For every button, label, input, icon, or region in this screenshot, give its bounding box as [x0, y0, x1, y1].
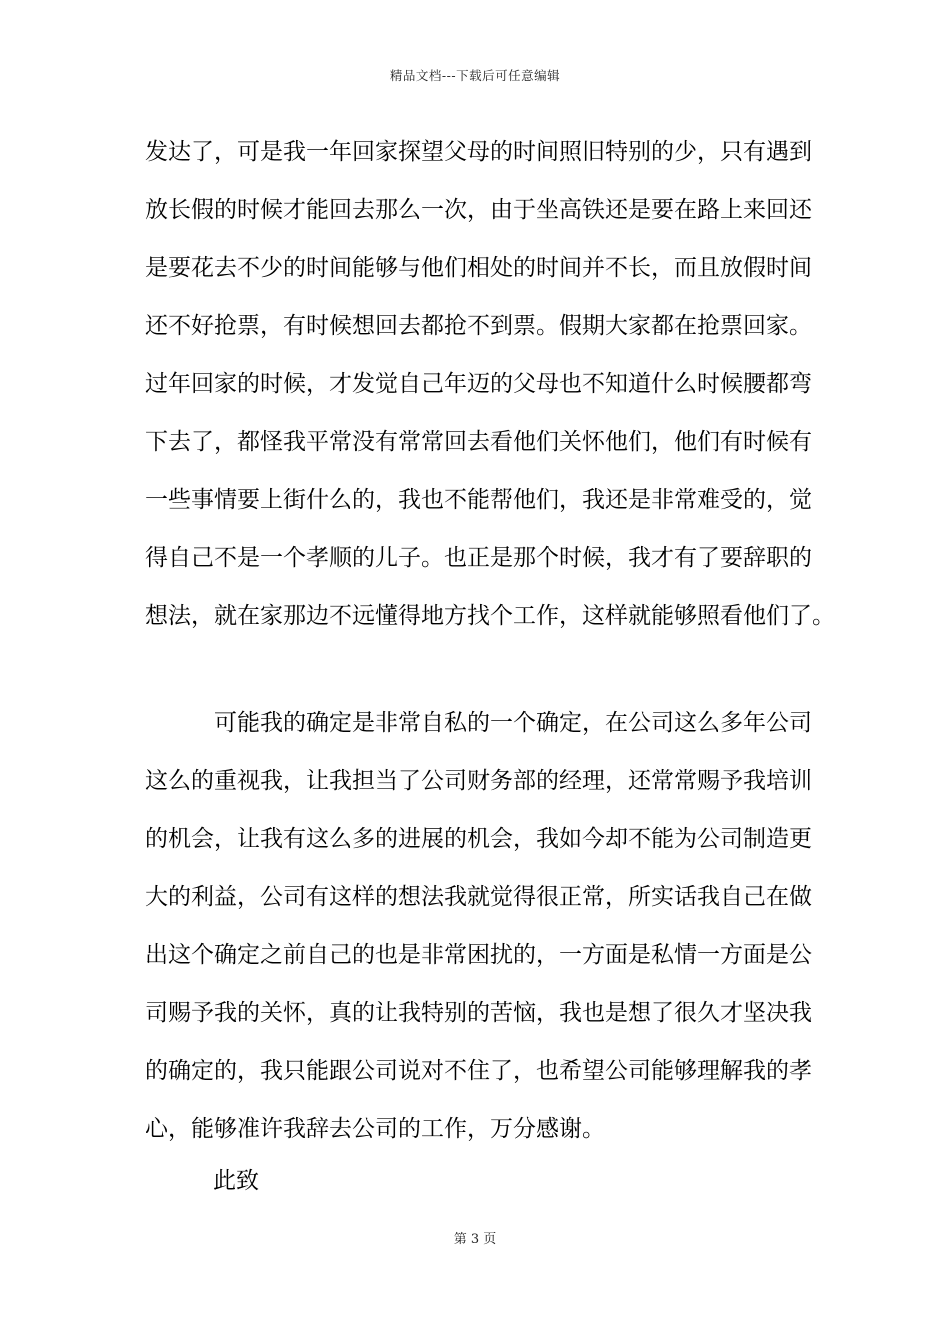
text-line: 出这个确定之前自己的也是非常困扰的，一方面是私情一方面是公: [145, 942, 812, 968]
text-line: 这么的重视我，让我担当了公司财务部的经理，还常常赐予我培训: [145, 768, 812, 794]
text-line: 放长假的时候才能回去那么一次，由于坐高铁还是要在路上来回还: [145, 197, 812, 223]
closing-salutation: 此致: [213, 1168, 259, 1194]
text-line: 心，能够准许我辞去公司的工作，万分感谢。: [145, 1116, 605, 1142]
text-line: 过年回家的时候，才发觉自己年迈的父母也不知道什么时候腰都弯: [145, 371, 812, 397]
paragraph-2: [145, 694, 835, 1158]
text-line: 下去了，都怪我平常没有常常回去看他们关怀他们，他们有时候有: [145, 429, 812, 455]
page-header: 精品文档---下载后可任意编辑: [389, 68, 561, 83]
text-line: 是要花去不少的时间能够与他们相处的时间并不长，而且放假时间: [145, 255, 812, 281]
text-line: 一些事情要上街什么的，我也不能帮他们，我还是非常难受的，觉: [145, 487, 812, 513]
text-line: 还不好抢票，有时候想回去都抢不到票。假期大家都在抢票回家。: [145, 313, 812, 339]
text-line: 可能我的确定是非常自私的一个确定，在公司这么多年公司: [214, 710, 812, 736]
text-line: 司赐予我的关怀，真的让我特别的苦恼，我也是想了很久才坚决我: [145, 1000, 812, 1026]
paragraph-1: [145, 123, 835, 645]
text-line: 发达了，可是我一年回家探望父母的时间照旧特别的少，只有遇到: [145, 139, 812, 165]
page-number: 第 3 页: [453, 1232, 497, 1247]
text-line: 的机会，让我有这么多的进展的机会，我如今却不能为公司制造更: [145, 826, 812, 852]
text-line: 的确定的，我只能跟公司说对不住了，也希望公司能够理解我的孝: [145, 1058, 812, 1084]
text-line: 得自己不是一个孝顺的儿子。也正是那个时候，我才有了要辞职的: [145, 545, 812, 571]
text-line: 大的利益，公司有这样的想法我就觉得很正常，所实话我自己在做: [145, 884, 812, 910]
text-line: 想法，就在家那边不远懂得地方找个工作，这样就能够照看他们了。: [145, 603, 835, 629]
